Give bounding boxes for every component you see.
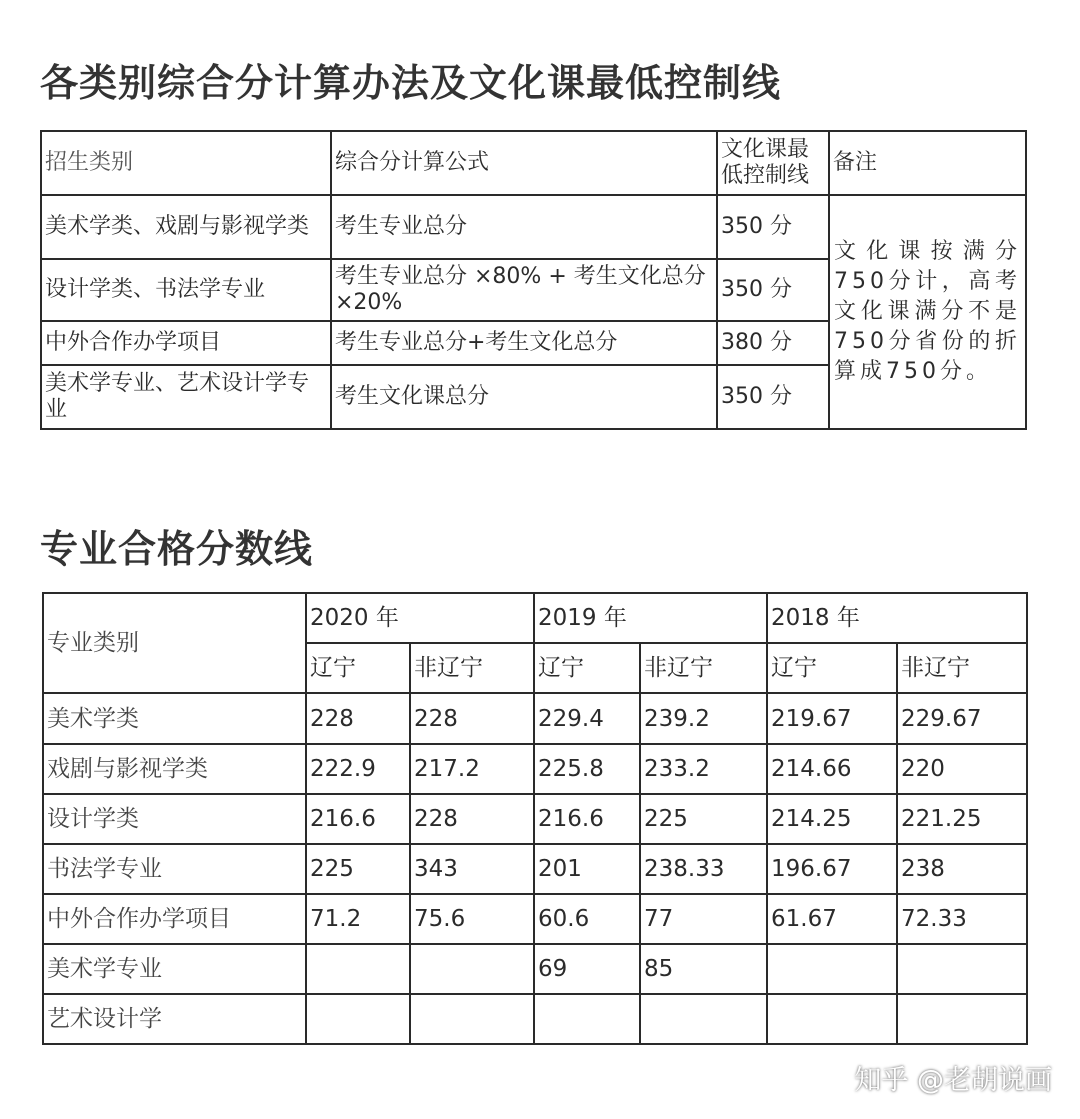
header-category: 招生类别 [41,131,331,195]
score-cell: 228 [306,693,410,744]
table-header-row [41,131,1026,195]
score-cell [410,994,534,1044]
row-category: 设计学类、书法学专业 [41,259,331,321]
score-cell: 225.8 [534,744,640,794]
score-cell: 225 [640,794,767,844]
table-row [41,195,1026,259]
score-cell: 238 [897,844,1027,894]
row-major: 戏剧与影视学类 [43,744,306,794]
table-row [43,944,1027,994]
table1-title: 各类别综合分计算办法及文化课最低控制线 [40,61,782,105]
watermark: 知乎 @老胡说画 [854,1065,1052,1096]
note-cell: 文化课按满分750分计，高考文化课满分不是750分省份的折算成750分。 [829,195,1026,429]
score-cell: 60.6 [534,894,640,944]
row-min-line: 380 分 [717,321,829,365]
score-table [42,592,1028,1045]
score-cell: 225 [306,844,410,894]
header-non-liaoning: 非辽宁 [410,643,534,693]
score-cell [767,994,897,1044]
row-major: 书法学专业 [43,844,306,894]
row-formula: 考生专业总分 [331,195,717,259]
header-min-line: 文化课最低控制线 [717,131,829,195]
row-major: 艺术设计学 [43,994,306,1044]
score-cell: 229.4 [534,693,640,744]
score-cell [306,994,410,1044]
header-year-2019: 2019 年 [534,593,767,643]
score-cell: 61.67 [767,894,897,944]
table2-title: 专业合格分数线 [40,527,314,571]
row-major: 设计学类 [43,794,306,844]
row-category: 美术学类、戏剧与影视学类 [41,195,331,259]
score-cell: 233.2 [640,744,767,794]
score-cell: 222.9 [306,744,410,794]
score-cell [767,944,897,994]
header-year-2018: 2018 年 [767,593,1027,643]
table-row [43,794,1027,844]
header-non-liaoning: 非辽宁 [897,643,1027,693]
score-cell: 228 [410,693,534,744]
score-cell: 72.33 [897,894,1027,944]
score-cell: 216.6 [534,794,640,844]
score-cell: 221.25 [897,794,1027,844]
score-cell: 343 [410,844,534,894]
score-cell: 219.67 [767,693,897,744]
header-liaoning: 辽宁 [306,643,410,693]
header-year-2020: 2020 年 [306,593,534,643]
row-min-line: 350 分 [717,365,829,429]
row-major: 中外合作办学项目 [43,894,306,944]
row-min-line: 350 分 [717,195,829,259]
score-cell: 85 [640,944,767,994]
score-cell: 71.2 [306,894,410,944]
row-major: 美术学专业 [43,944,306,994]
score-cell: 217.2 [410,744,534,794]
header-liaoning: 辽宁 [767,643,897,693]
row-min-line: 350 分 [717,259,829,321]
table-row [43,844,1027,894]
score-cell: 229.67 [897,693,1027,744]
score-cell [410,944,534,994]
score-cell: 216.6 [306,794,410,844]
row-major: 美术学类 [43,693,306,744]
header-non-liaoning: 非辽宁 [640,643,767,693]
table-row [43,744,1027,794]
score-cell [640,994,767,1044]
table-row [43,894,1027,944]
header-major-category: 专业类别 [43,593,306,693]
row-formula: 考生文化课总分 [331,365,717,429]
row-formula: 考生专业总分+考生文化总分 [331,321,717,365]
score-cell: 196.67 [767,844,897,894]
row-formula: 考生专业总分 ×80% + 考生文化总分 ×20% [331,259,717,321]
score-cell: 238.33 [640,844,767,894]
score-cell: 75.6 [410,894,534,944]
score-cell: 228 [410,794,534,844]
row-category: 中外合作办学项目 [41,321,331,365]
header-note: 备注 [829,131,1026,195]
header-liaoning: 辽宁 [534,643,640,693]
score-cell: 239.2 [640,693,767,744]
score-cell: 220 [897,744,1027,794]
score-cell: 69 [534,944,640,994]
score-cell [306,944,410,994]
score-cell: 77 [640,894,767,944]
score-cell [534,994,640,1044]
table-row [43,693,1027,744]
score-cell [897,944,1027,994]
year-header-row [43,593,1027,643]
header-formula: 综合分计算公式 [331,131,717,195]
score-cell [897,994,1027,1044]
calculation-table [40,130,1027,430]
row-category: 美术学专业、艺术设计学专业 [41,365,331,429]
score-cell: 214.66 [767,744,897,794]
score-cell: 214.25 [767,794,897,844]
table-row [43,994,1027,1044]
score-cell: 201 [534,844,640,894]
